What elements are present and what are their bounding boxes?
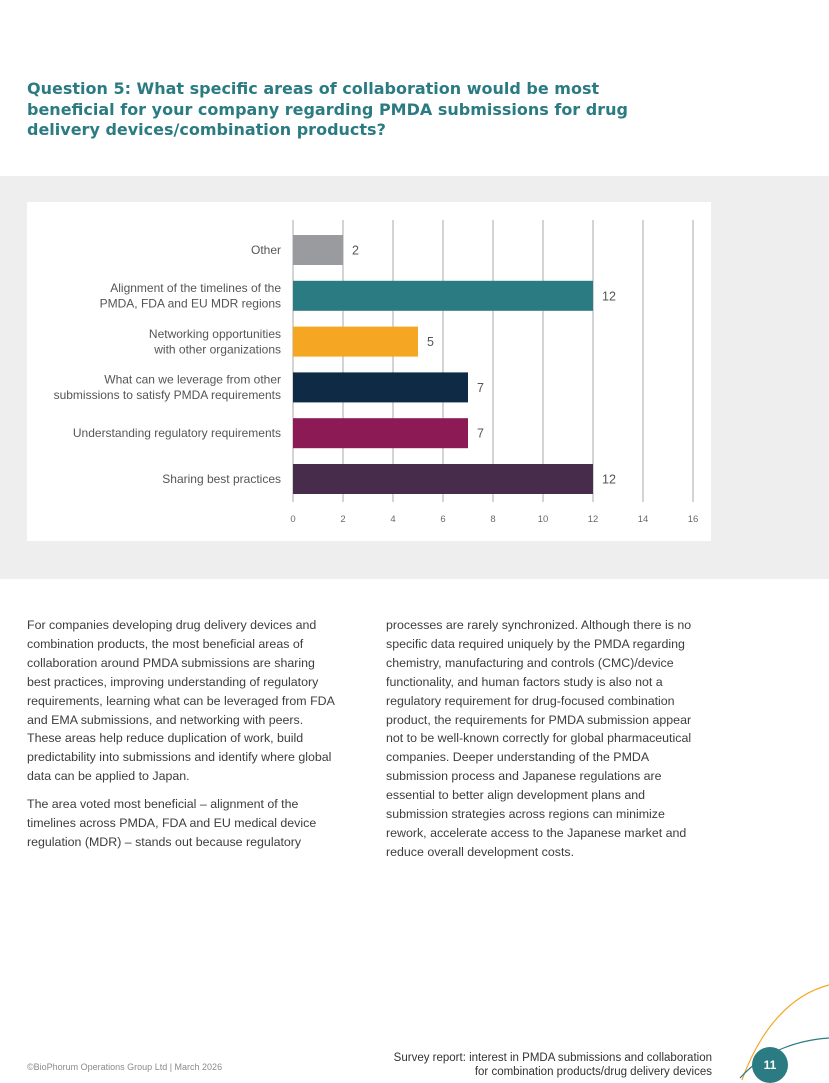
bar xyxy=(293,281,593,311)
bar xyxy=(293,235,343,265)
x-tick-label: 4 xyxy=(390,514,396,525)
body-column-right xyxy=(386,616,698,871)
x-tick-label: 6 xyxy=(440,514,446,525)
bar xyxy=(293,372,468,402)
value-label: 5 xyxy=(427,335,434,350)
value-label: 12 xyxy=(602,472,616,487)
category-label: Understanding regulatory requirements xyxy=(72,426,281,441)
x-tick-label: 8 xyxy=(490,514,496,525)
footer-report-line: for combination products/drug delivery devices xyxy=(474,1065,712,1078)
x-tick-label: 16 xyxy=(687,514,699,525)
bar xyxy=(293,464,593,494)
footer-copyright: ©BioPhorum Operations Group Ltd | March 2026 xyxy=(27,1062,223,1072)
bar xyxy=(293,327,418,357)
category-label: Networking opportunities with other organizations xyxy=(148,326,281,357)
x-tick-label: 2 xyxy=(340,514,346,525)
chart-card xyxy=(27,202,711,541)
body-paragraph: processes are rarely synchronized. Although there is no specific data required uniquely by the PMDA regarding chemistry, manufacturing and controls (CMC)/device functionality, and human factors study is also not a regulatory requirement for drug-focused combination product, the requirements for PMDA submission appear not to be well-known correctly for global pharmaceutical companies. Deeper understanding of the PMDA submission process and Japanese regulations are essential to better align development plans and submission strategies across regions can minimize rework, accelerate access to the Japanese market and reduce overall development costs. xyxy=(386,618,692,859)
bar-chart xyxy=(27,202,711,541)
category-label: What can we leverage from other submissions to satisfy PMDA requirements xyxy=(53,372,281,403)
body-paragraph: For companies developing drug delivery devices and combination products, the most beneficial areas of collaboration around PMDA submissions are sharing best practices, improving understanding of regulatory requirements, learning what can be leveraged from FDA and EMA submissions, and networking with peers. These areas help reduce duplication of work, build predictability into submissions and identify where global data can be applied to Japan. xyxy=(27,618,335,784)
category-label: Alignment of the timelines of the PMDA, FDA and EU MDR regions xyxy=(99,281,281,311)
question-title: Question 5: What specific areas of collaboration would be most beneficial for your company regarding PMDA submissions for drug delivery devices/combination products? xyxy=(27,79,628,139)
x-tick-label: 0 xyxy=(290,514,296,525)
body-paragraph: The area voted most beneficial – alignment of the timelines across PMDA, FDA and EU medical device regulation (MDR) – stands out because regulatory xyxy=(27,797,317,849)
value-label: 7 xyxy=(477,426,484,441)
category-label: Sharing best practices xyxy=(162,472,281,486)
category-label: Other xyxy=(250,243,281,257)
x-tick-label: 12 xyxy=(587,514,599,525)
page-number: 11 xyxy=(752,1047,788,1083)
value-label: 12 xyxy=(602,289,616,304)
x-tick-label: 10 xyxy=(537,514,549,525)
bar xyxy=(293,418,468,448)
footer-report-line: Survey report: interest in PMDA submissions and collaboration xyxy=(393,1052,712,1064)
value-label: 7 xyxy=(477,380,484,395)
value-label: 2 xyxy=(352,243,359,258)
x-tick-label: 14 xyxy=(637,514,649,525)
footer-report-title xyxy=(332,1052,712,1079)
body-column-left xyxy=(27,616,339,861)
